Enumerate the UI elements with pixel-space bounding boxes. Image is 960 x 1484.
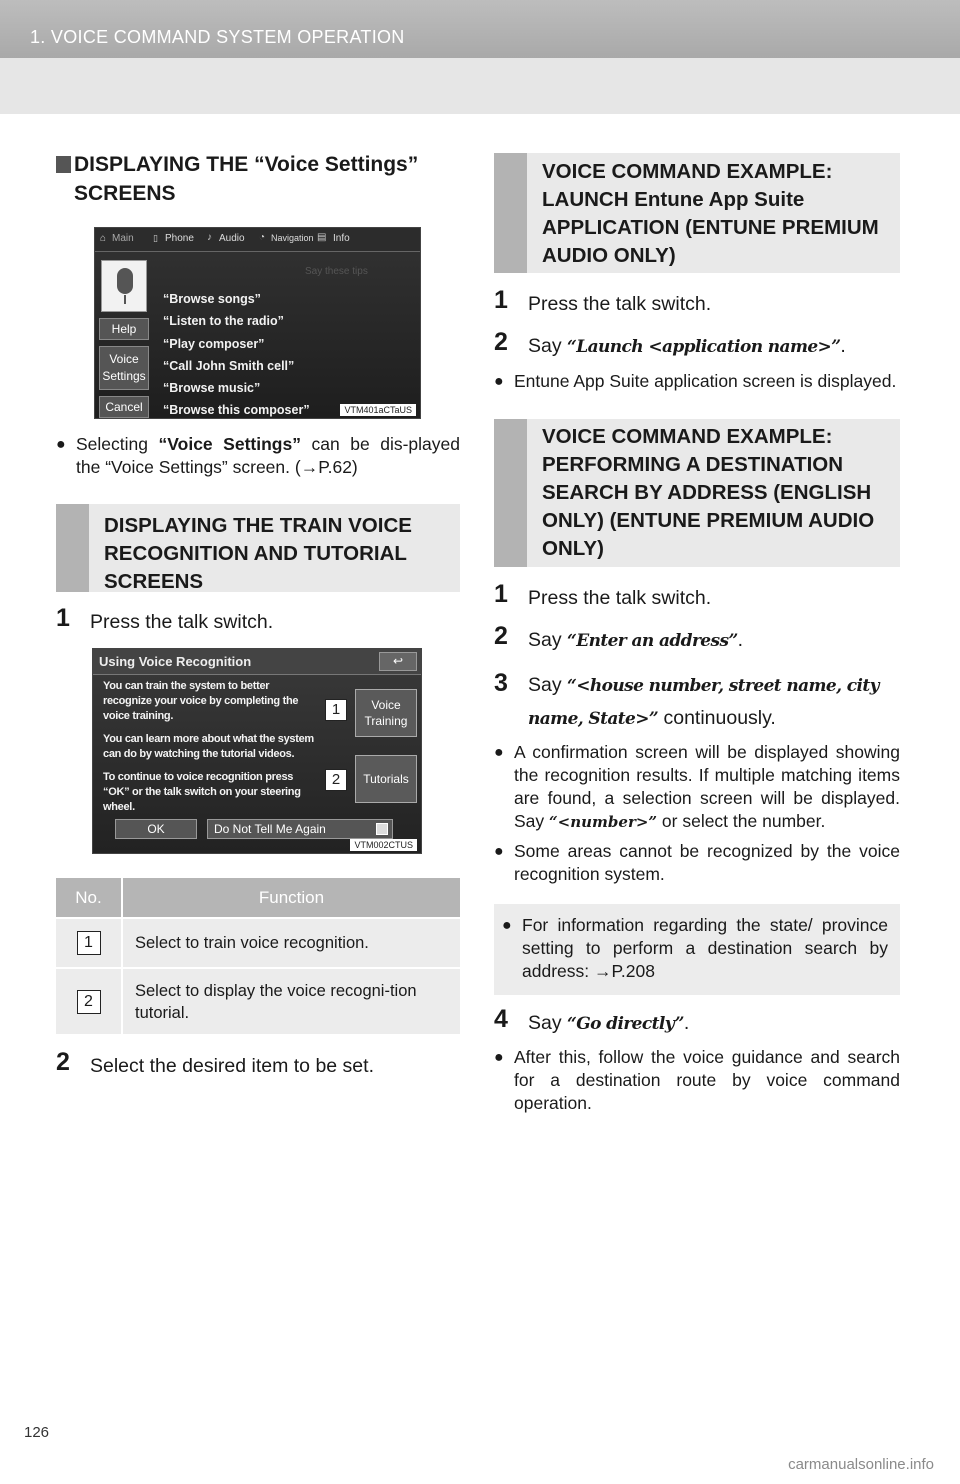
subheading-accent: [494, 419, 527, 567]
command-item: “Browse songs”: [163, 292, 261, 306]
table-header-row: [56, 878, 460, 918]
right-column: [494, 153, 900, 1115]
step-number: 1: [494, 580, 508, 608]
microphone-icon: [117, 268, 133, 294]
subheading-accent: [56, 504, 89, 592]
command-item: “Browse music”: [163, 381, 261, 396]
address-step-4: 4 Say “Go directly”.: [494, 1005, 690, 1034]
left-column: [56, 150, 460, 1080]
help-button: Help: [99, 318, 149, 340]
navigation-icon: ◔: [259, 232, 266, 243]
faded-hint: Say these tips: [305, 266, 368, 277]
step-text: Press the talk switch.: [528, 293, 712, 315]
tab-info: Info: [333, 233, 350, 244]
voice-settings-button: Voice Settings: [99, 346, 149, 390]
info-box: [494, 904, 900, 995]
step-text: Select the desired item to be set.: [90, 1055, 374, 1077]
ok-button: OK: [115, 819, 197, 839]
voice-command-quote: “Go directly”: [567, 1014, 684, 1034]
tab-audio: Audio: [219, 233, 245, 244]
launch-step-1: [494, 286, 900, 318]
tab-navigation: Navigation: [271, 233, 314, 243]
voice-command-quote: “Enter an address”: [567, 631, 738, 651]
subheading-text: VOICE COMMAND EXAMPLE: PERFORMING A DESTINATION SEARCH BY ADDRESS (ENGLISH ONLY) (ENTUNE PREMIUM AUDIO ONLY): [542, 425, 875, 560]
column-header-no: No.: [56, 878, 122, 918]
header-bar: [0, 0, 960, 58]
command-item: “Call John Smith cell”: [163, 358, 295, 373]
bullet-areas: ● Some areas cannot be recognized by the voice recognition system.: [494, 841, 900, 884]
phone-icon: ▯: [153, 233, 158, 243]
voice-recognition-screenshot: [92, 648, 422, 854]
bullet-confirmation: ● A confirmation screen will be displayed showing the recognition results. If multiple matching items are found, a selection screen will be displayed. Say “<number>” or select the number.: [494, 742, 900, 831]
table-cell-function: Select to train voice recognition.: [122, 918, 460, 968]
step-say: Say: [528, 674, 568, 696]
voice-command-quote: “Launch <application name>”: [567, 337, 841, 357]
bullet-state-info: ● For information regarding the state/ province setting to perform a destination search by address: →P.208: [502, 915, 888, 981]
command-item: “Listen to the radio”: [163, 314, 284, 329]
square-bullet-icon: [56, 156, 71, 173]
bullet-selecting: ● Selecting “Voice Settings” can be dis-played the “Voice Settings” screen. (→P.62): [56, 434, 460, 477]
chapter-title: 1. VOICE COMMAND SYSTEM OPERATION: [30, 27, 405, 47]
train-paragraph: You can train the system to better recognize your voice by completing the voice training.: [103, 680, 299, 722]
table-cell-function: Select to display the voice recogni-tion tutorial.: [122, 968, 460, 1034]
column-header-function: Function: [122, 878, 460, 918]
screen-tab-bar: [95, 228, 421, 252]
screen-title: Using Voice Recognition: [99, 654, 252, 669]
bullet-dot-icon: ●: [494, 744, 504, 761]
back-arrow-icon: ↩: [392, 654, 404, 668]
subheading-text: DISPLAYING THE TRAIN VOICE RECOGNITION AND TUTORIAL SCREENS: [104, 514, 412, 593]
bullet-dot-icon: ●: [494, 373, 504, 390]
info-icon: ▤: [317, 232, 327, 243]
address-step-2: 2 Say “Enter an address”.: [494, 622, 744, 651]
subheading-train-voice: [56, 504, 460, 592]
bullet-dot-icon: ●: [502, 917, 512, 934]
section-heading: [56, 150, 460, 208]
address-step-3: 3 Say “<house number, street name, city name, State>” continuously.: [494, 669, 879, 729]
number-box: 2: [77, 990, 101, 1014]
microphone-stand: [124, 295, 126, 304]
figure-code: VTM401aCTaUS: [340, 404, 416, 416]
step-1: [56, 604, 460, 636]
step-number: 2: [494, 622, 508, 650]
step-number: 3: [494, 669, 508, 697]
microphone-tile: [101, 260, 147, 312]
bullet-app-screen: ● Entune App Suite application screen is displayed.: [494, 371, 897, 391]
step-say: Say: [528, 335, 568, 357]
subheading-accent: [494, 153, 527, 273]
heading-line-1: DISPLAYING THE “Voice Settings”: [74, 153, 419, 176]
callout-2: 2: [325, 769, 347, 791]
number-box: 1: [77, 931, 101, 955]
tutorials-button: Tutorials: [355, 755, 417, 803]
command-item: “Play composer”: [163, 336, 265, 351]
step-number: 1: [56, 604, 70, 632]
table-cell-no: [56, 918, 122, 968]
step-say: Say: [528, 629, 568, 651]
do-not-tell-button: [207, 819, 393, 839]
screen-text: [103, 679, 317, 815]
step-text: Press the talk switch.: [528, 587, 712, 609]
address-step-1: [494, 580, 900, 612]
step-number: 1: [494, 286, 508, 314]
heading-line-2: SCREENS: [74, 182, 176, 205]
step-2: [56, 1048, 460, 1080]
continue-paragraph: To continue to voice recognition press “OK” or the talk switch on your steering wheel.: [103, 771, 301, 813]
table-cell-no: [56, 968, 122, 1034]
page-number: 126: [24, 1424, 50, 1441]
voice-training-button: Voice Training: [355, 689, 417, 737]
do-not-tell-label: Do Not Tell Me Again: [214, 822, 326, 836]
back-button: [379, 652, 417, 671]
checkbox-icon: [376, 823, 388, 835]
callout-1: 1: [325, 699, 347, 721]
screen-title-bar: [93, 649, 422, 675]
command-item: “Browse this composer”: [163, 403, 310, 418]
tab-phone: Phone: [165, 233, 194, 244]
step-number: 2: [494, 328, 508, 356]
function-table: [56, 878, 460, 1034]
tutorial-paragraph: You can learn more about what the system can do by watching the tutorial videos.: [103, 733, 314, 760]
header-band: [0, 58, 960, 114]
voice-settings-term: “Voice Settings”: [158, 434, 301, 454]
step-say: Say: [528, 1012, 568, 1034]
launch-step-2: 2 Say “Launch <application name>”.: [494, 328, 846, 357]
watermark: carmanualsonline.info: [788, 1456, 934, 1473]
bullet-dot-icon: ●: [56, 436, 66, 453]
voice-tips-screenshot: [94, 227, 421, 419]
home-icon: ⌂: [100, 233, 107, 244]
figure-code: VTM002CTUS: [350, 839, 417, 851]
note-icon: ♪: [207, 232, 212, 243]
tab-main: Main: [112, 233, 134, 244]
voice-command-quote: “<house number, street name, city name, State>”: [528, 676, 879, 729]
table-row: [56, 918, 460, 968]
step-text: Press the talk switch.: [90, 611, 274, 633]
cancel-button: Cancel: [99, 396, 149, 418]
subheading-launch-app: [494, 153, 900, 273]
voice-command-quote: “<number>”: [549, 813, 658, 831]
subheading-text: VOICE COMMAND EXAMPLE: LAUNCH Entune App Suite APPLICATION (ENTUNE PREMIUM AUDIO ONLY): [542, 160, 879, 267]
bullet-follow-guidance: ● After this, follow the voice guidance and search for a destination route by voice command operation.: [494, 1047, 900, 1113]
table-row: [56, 968, 460, 1034]
step-number: 2: [56, 1048, 70, 1076]
bullet-dot-icon: ●: [494, 1049, 504, 1066]
step-number: 4: [494, 1005, 508, 1033]
subheading-destination-search: [494, 419, 900, 567]
command-list: [163, 288, 310, 419]
bullet-dot-icon: ●: [494, 843, 504, 860]
